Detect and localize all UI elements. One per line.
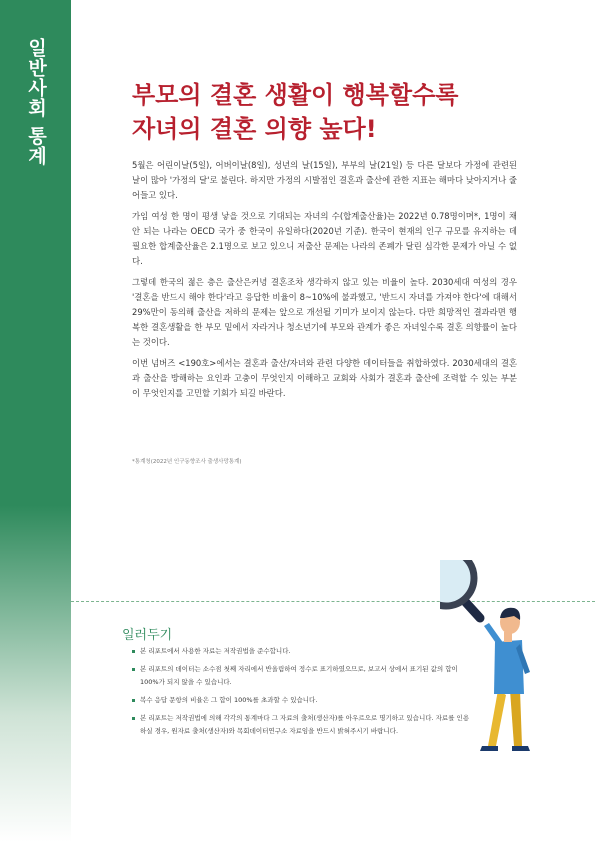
person-figure — [480, 608, 530, 751]
headline — [132, 78, 552, 146]
notes-item — [120, 663, 470, 689]
bullet-icon — [132, 699, 135, 702]
notes-item-text: 본 리포트의 데이터는 소수점 첫째 자리에서 반올림하여 정수로 표기하였으므로, 보고서 상에서 표기된 값의 합이 100%가 되지 않을 수 있습니다. — [140, 665, 458, 686]
notes-title: 일러두기 — [122, 628, 173, 643]
notes-item-text: 본 리포트는 저작권법에 의해 각각의 통계마다 그 자료의 출처(생산자)를 아우르으로 명기하고 있습니다. 자료를 인용하실 경우, 원자료 출처(생산자)와 목회데이터연구소 자료임을 반드시 밝혀주시기 바랍니다. — [140, 714, 470, 735]
section-title: 일반사회 통계 — [25, 38, 47, 166]
sidebar-band — [0, 0, 71, 842]
notes-list — [120, 645, 470, 743]
bullet-icon — [132, 668, 135, 671]
body-text — [132, 158, 517, 407]
bullet-icon — [132, 650, 135, 653]
notes-item-text: 본 리포트에서 사용한 자료는 저작권법을 준수합니다. — [140, 647, 291, 655]
headline-line-2: 자녀의 결혼 의향 높다! — [132, 115, 377, 143]
body-paragraph: 그렇데 한국의 젊은 층은 출산은커녕 결혼조차 생각하지 않고 있는 비율이 높다. 2030세대 여성의 경우 '결혼을 반드시 해야 한다'라고 응답한 비율이 8~10%에 불과했고, '반드시 자녀를 가져야 한다'에 대해서 29%만이 동의해 출산을 저하의 문제는 앞으로 개선될 기미가 보이지 않는다. 다만 희망적인 결과라면 행복한 결혼생활을 한 부모 밑에서 자라거나 청소년기에 부모와 관계가 좋은 자녀일수록 결혼 의향률이 높다는 것이다. — [132, 277, 517, 347]
headline-line-1: 부모의 결혼 생활이 행복할수록 — [132, 81, 459, 109]
bullet-icon — [132, 717, 135, 720]
source-footnote: *통계청(2022년 인구동향조사 출생사망통계) — [132, 459, 242, 465]
magnifier-illustration — [440, 560, 595, 760]
body-paragraph: 이번 넘버즈 <190호>에서는 결혼과 출산/자녀와 관련 다양한 데이터들을 취합하였다. 2030세대의 결혼과 출산을 방해하는 요인과 고충이 무엇인지 이해하고 교회와 사회가 결혼과 출산에 조력할 수 있는 부분이 무엇인지를 고민할 기회가 되길 바란다. — [132, 358, 517, 398]
notes-item — [120, 694, 470, 707]
notes-item — [120, 645, 470, 658]
body-paragraph: 5월은 어린이날(5일), 어버이날(8일), 성년의 날(15일), 부부의 날(21일) 등 다른 달보다 가정에 관련된 날이 많아 '가정의 달'로 불린다. 하지만 가정의 시발점인 결혼과 출산에 관한 지표는 해마다 낮아지거나 줄어들고 있다. — [132, 160, 517, 200]
notes-item — [120, 712, 470, 738]
body-paragraph: 가임 여성 한 명이 평생 낳을 것으로 기대되는 자녀의 수(합계출산율)는 2022년 0.78명이며*, 1명이 채 안 되는 나라는 OECD 국가 중 한국이 유일하다(2020년 기준). 한국이 현재의 인구 규모를 유지하는 데 필요한 합계출산율은 2.1명으로 보고 있으니 저출산 문제는 나라의 존폐가 달린 심각한 문제가 아닐 수 없다. — [132, 211, 517, 266]
magnifier-icon — [440, 560, 480, 618]
notes-item-text: 복수 응답 문항의 비율은 그 합이 100%를 초과할 수 있습니다. — [140, 696, 318, 704]
